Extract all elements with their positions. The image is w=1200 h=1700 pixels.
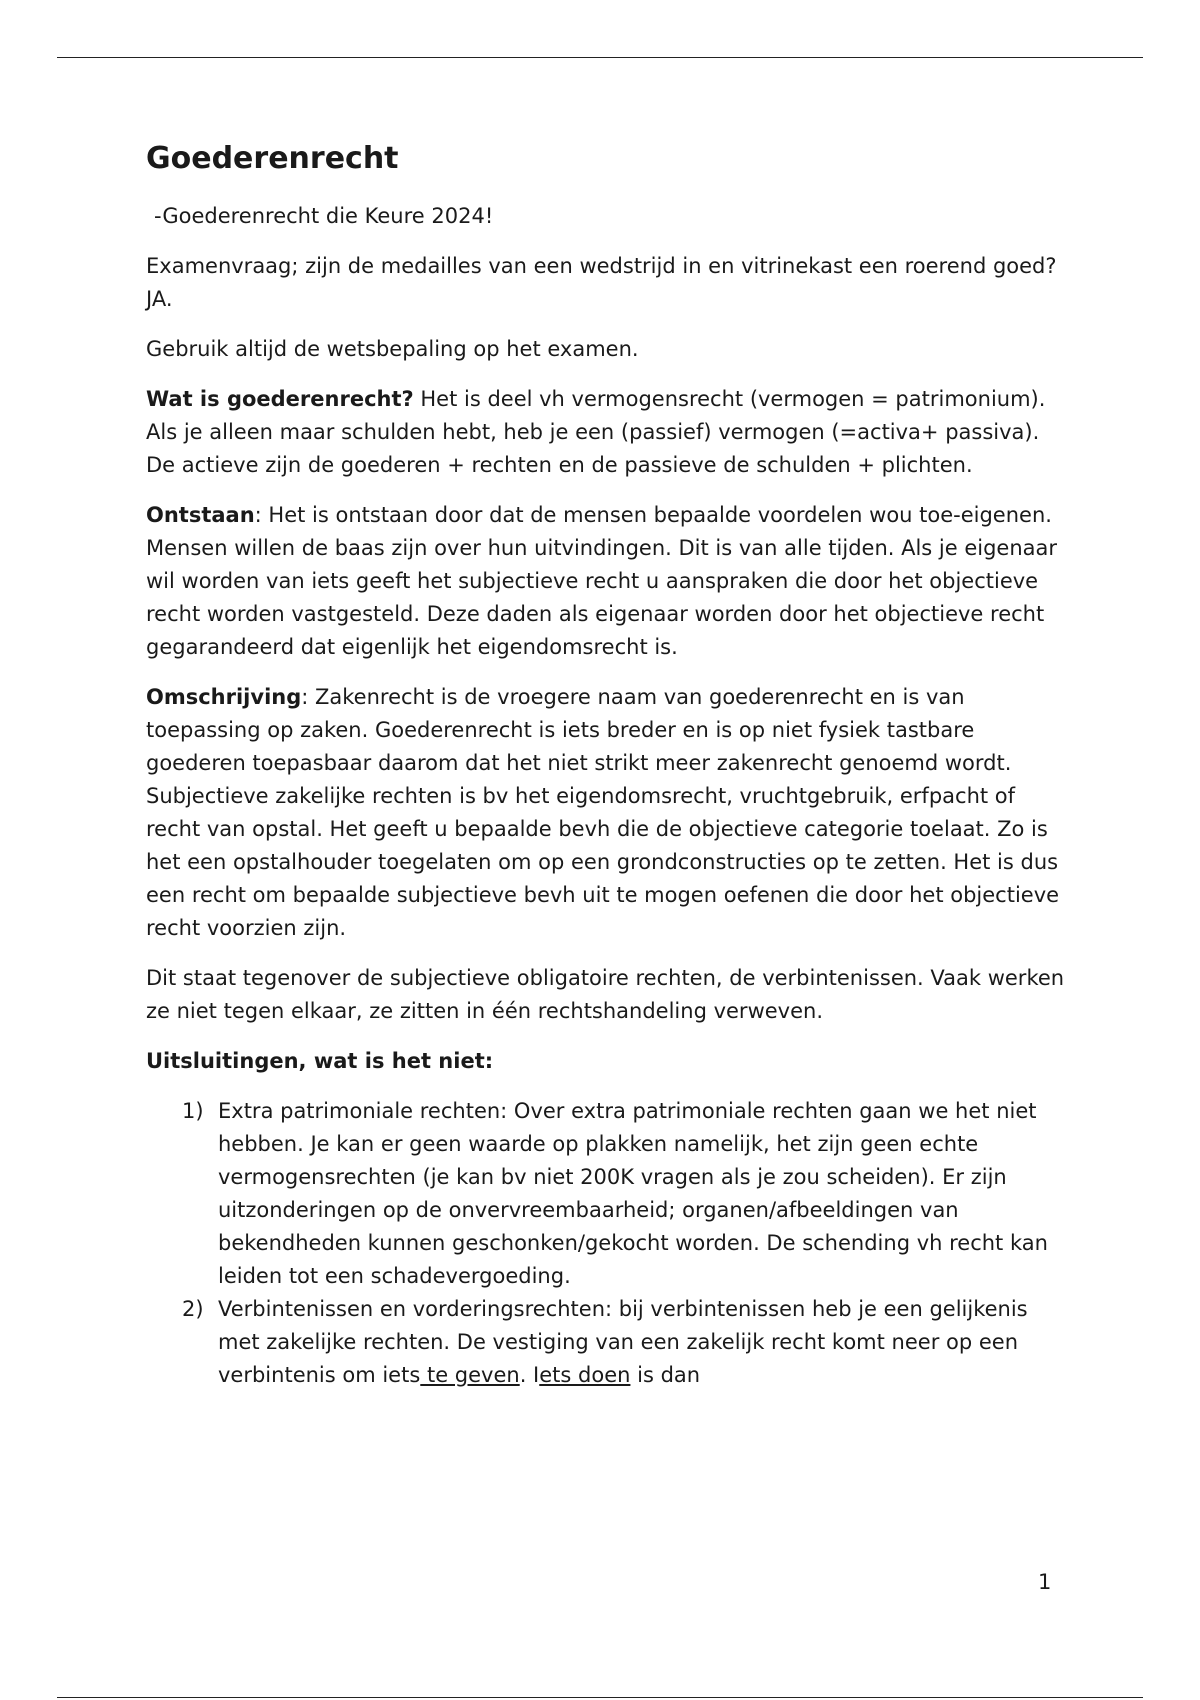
what-is-heading: Wat is goederenrecht? xyxy=(146,386,414,411)
list-item xyxy=(146,1095,1066,1293)
exclusions-list xyxy=(146,1095,1066,1392)
tip-paragraph: Gebruik altijd de wetsbepaling op het examen. xyxy=(146,336,639,361)
origin-paragraph xyxy=(146,499,1066,664)
document-title: Goederenrecht xyxy=(146,141,399,176)
list-item xyxy=(146,1293,1066,1392)
exclusions-heading-paragraph xyxy=(146,1045,1066,1078)
what-is-paragraph xyxy=(146,383,1066,482)
document-subtitle: -Goederenrecht die Keure 2024! xyxy=(154,203,494,228)
header-rule xyxy=(57,57,1143,58)
origin-text: : Het is ontstaan door dat de mensen bepaalde voordelen wou toe-eigenen. Mensen willen de baas zijn over hun uitvindingen. Dit is van alle tijden. Als je eigenaar wil worden van iets geeft het subjectieve recht u aanspraken die door het objectieve recht worden vastgesteld. Deze daden als eigenaar worden door het objectieve recht gegarandeerd dat eigenlijk het eigendomsrecht is. xyxy=(146,502,1058,659)
list-item-text-end: is dan xyxy=(630,1362,701,1387)
list-item-text: Verbintenissen en vorderingsrechten: bij verbintenissen heb je een gelijkenis met zakelijke rechten. De vestiging van een zakelijk recht komt neer op een verbintenis om iets xyxy=(218,1296,1028,1387)
page-number: 1 xyxy=(1038,1570,1052,1594)
list-item-number: 2) xyxy=(182,1296,204,1321)
exam-question-paragraph: Examenvraag; zijn de medailles van een wedstrijd in en vitrinekast een roerend goed? JA. xyxy=(146,253,1057,311)
contrast-paragraph: Dit staat tegenover de subjectieve obligatoire rechten, de verbintenissen. Vaak werken ze niet tegen elkaar, ze zitten in één rechtshandeling verweven. xyxy=(146,965,1065,1023)
underlined-term-iets-doen: ets doen xyxy=(539,1362,631,1387)
description-paragraph xyxy=(146,681,1066,945)
document-body xyxy=(146,140,1066,1392)
underlined-term-te-geven: te geven xyxy=(420,1362,520,1387)
description-text: : Zakenrecht is de vroegere naam van goederenrecht en is van toepassing op zaken. Goederenrecht is iets breder en is op niet fysiek tastbare goederen toepasbaar daarom dat het niet strikt meer zakenrecht genoemd wordt. Subjectieve zakelijke rechten is bv het eigendomsrecht, vruchtgebruik, erfpacht of recht van opstal. Het geeft u bepaalde bevh die de objectieve categorie toelaat. Zo is het een opstalhouder toegelaten om op een grondconstructies op te zetten. Het is dus een recht om bepaalde subjectieve bevh uit te mogen oefenen die door het objectieve recht voorzien zijn. xyxy=(146,684,1060,940)
origin-heading: Ontstaan xyxy=(146,502,255,527)
footer-rule xyxy=(57,1697,1143,1698)
list-item-text: Extra patrimoniale rechten: Over extra patrimoniale rechten gaan we het niet hebben. Je kan er geen waarde op plakken namelijk, het zijn geen echte vermogensrechten (je kan bv niet 200K vragen als je zou scheiden). Er zijn uitzonderingen op de onvervreembaarheid; organen/afbeeldingen van bekendheden kunnen geschonken/gekocht worden. De schending vh recht kan leiden tot een schadevergoeding. xyxy=(218,1098,1048,1288)
what-is-text: Het is deel vh vermogensrecht (vermogen = patrimonium). Als je alleen maar schulden hebt, heb je een (passief) vermogen (=activa+ passiva). De actieve zijn de goederen + rechten en de passieve de schulden + plichten. xyxy=(146,386,1046,477)
description-heading: Omschrijving xyxy=(146,684,302,709)
exclusions-heading: Uitsluitingen, wat is het niet: xyxy=(146,1048,494,1073)
list-item-text-middle: . I xyxy=(519,1362,540,1387)
list-item-number: 1) xyxy=(182,1098,204,1123)
